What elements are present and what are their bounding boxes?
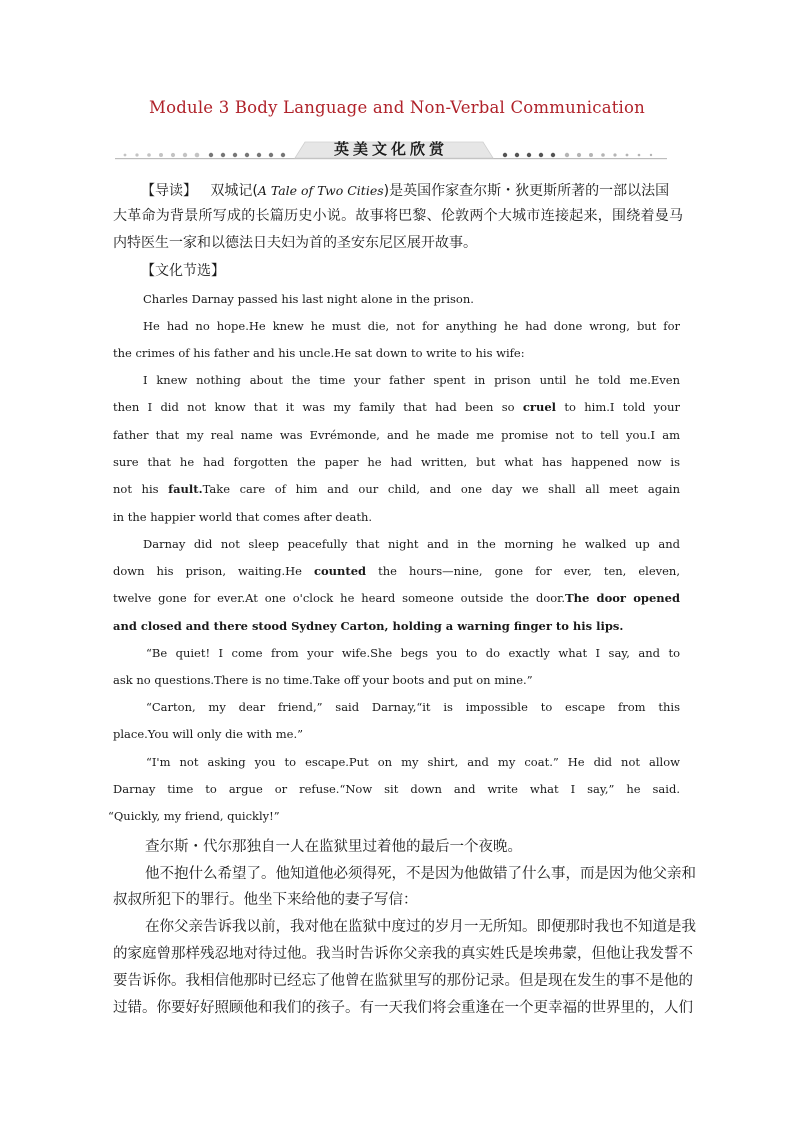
en-p7-line3: “Quickly, my friend, quickly!” [108, 809, 280, 823]
en-p4-line1: Darnay did not sleep peacefully that night and in the morning he walked up and [143, 537, 680, 551]
keyword-fault: fault. [168, 482, 203, 496]
en-p6-line1: “Carton, my dear friend,” said Darnay,“it is impossible to escape from this [146, 700, 680, 714]
en-p7-line2: Darnay time to argue or refuse.“Now sit down and write what I say,” he said. [113, 782, 680, 796]
cn-p3-line3: 要告诉你。我相信他那时已经忘了他曾在监狱里写的那份记录。但是现在发生的事不是他的 [113, 973, 693, 989]
en-p3-line1: I knew nothing about the time your father spent in prison until he told me.Even [143, 373, 680, 387]
en-p3-line5: not his fault.Take care of him and our child, and one day we shall all meet again [113, 482, 680, 496]
cn-p2-line1: 他不抱什么希望了。他知道他必须得死，不是因为他做错了什么事，而是因为他父亲和 [145, 866, 696, 882]
en-p5-line2: ask no questions.There is no time.Take off your boots and put on mine.” [113, 673, 533, 687]
book-title: A Tale of Two Cities [257, 183, 384, 198]
highlight-sentence-part1: The door opened [565, 591, 680, 605]
section-banner [115, 138, 667, 162]
intro-line-3: 内特医生一家和以德法日夫妇为首的圣安东尼区展开故事。 [113, 235, 477, 251]
intro-line-2: 大革命为背景所写成的长篇历史小说。故事将巴黎、伦敦两个大城市连接起来，围绕着曼马 [113, 208, 683, 224]
banner-title: 英美文化欣赏 [333, 140, 448, 158]
cn-p3-line2: 的家庭曾那样残忍地对待过他。我当时告诉你父亲我的真实姓氏是埃弗蒙，但他让我发誓不 [113, 946, 693, 962]
en-p3-line4: sure that he had forgotten the paper he had written, but what has happened now is [113, 455, 680, 469]
en-p2-line1: He had no hope.He knew he must die, not for anything he had done wrong, but for [143, 319, 680, 333]
en-p2-line2: the crimes of his father and his uncle.He sat down to write to his wife: [113, 346, 525, 360]
cn-p1: 查尔斯・代尔那独自一人在监狱里过着他的最后一个夜晚。 [145, 839, 522, 855]
keyword-cruel: cruel [522, 400, 557, 414]
en-p3-line2: then I did not know that it was my family that had been so cruel to him.I told your [113, 400, 680, 414]
excerpt-label: 【文化节选】 [141, 263, 225, 279]
en-p4-line3: twelve gone for ever.At one o'clock he heard someone outside the door.The door opened [113, 591, 680, 605]
module-title: Module 3 Body Language and Non-Verbal Communication [149, 98, 645, 117]
en-p7-line1: “I'm not asking you to escape.Put on my shirt, and my coat.” He did not allow [146, 755, 680, 769]
keyword-counted: counted [314, 564, 367, 578]
cn-p2-line2: 叔叔所犯下的罪行。他坐下来给他的妻子写信： [113, 892, 418, 908]
cn-p3-line1: 在你父亲告诉我以前，我对他在监狱中度过的岁月一无所知。即便那时我也不知道是我 [145, 919, 696, 935]
en-p4-line2: down his prison, waiting.He counted the hours—nine, gone for ever, ten, eleven, [113, 564, 680, 578]
cn-p3-line4: 过错。你要好好照顾他和我们的孩子。有一天我们将会重逢在一个更幸福的世界里的，人们 [113, 1000, 693, 1016]
en-p3-line6: in the happier world that comes after death. [113, 510, 373, 524]
intro-line-1: 【导读】 双城记(A Tale of Two Cities)是英国作家查尔斯・狄更斯所著的一部以法国 [141, 183, 670, 199]
en-p1: Charles Darnay passed his last night alone in the prison. [143, 292, 474, 306]
en-p3-line3: father that my real name was Evrémonde, and he made me promise not to tell you.I am [113, 428, 680, 442]
en-p6-line2: place.You will only die with me.” [113, 727, 304, 741]
en-p4-line4: and closed and there stood Sydney Carton, holding a warning finger to his lips. [113, 619, 624, 633]
intro-label: 【导读】 [141, 183, 197, 199]
en-p5-line1: “Be quiet! I come from your wife.She begs you to do exactly what I say, and to [146, 646, 680, 660]
